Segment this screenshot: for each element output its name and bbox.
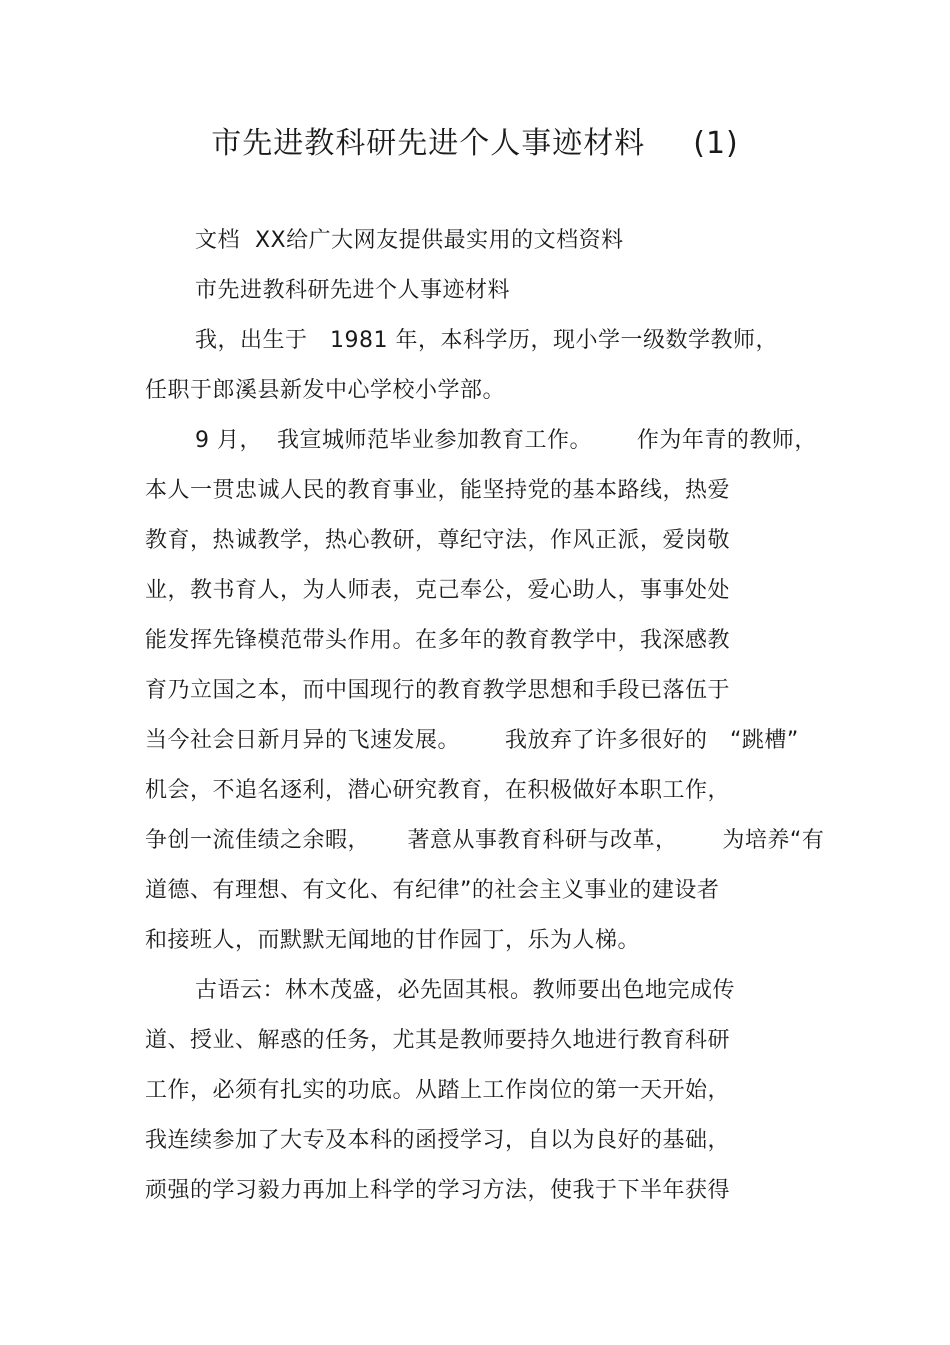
document-title (0, 122, 950, 166)
title-suffix: (1) (693, 126, 739, 161)
paragraph-line: 道德、有理想、有文化、有纪律”的社会主义事业的建设者 (145, 878, 720, 903)
paragraph-line: 当今社会日新月异的飞速发展。 我放弃了许多很好的 “跳槽” (145, 728, 799, 753)
intro-line: 文档 XX给广大网友提供最实用的文档资料 (195, 228, 624, 253)
paragraph-line: 我连续参加了大专及本科的函授学习，自以为良好的基础， (145, 1128, 731, 1153)
paragraph-line: 工作，必须有扎实的功底。从踏上工作岗位的第一天开始， (145, 1078, 731, 1103)
paragraph-line: 机会，不追名逐利，潜心研究教育，在积极做好本职工作， (145, 778, 731, 803)
paragraph-line: 9 月， 我宣城师范毕业参加教育工作。 作为年青的教师， (195, 428, 817, 453)
paragraph-line: 业，教书育人，为人师表，克己奉公，爱心助人，事事处处 (145, 578, 731, 603)
paragraph-line: 我，出生于 1981 年，本科学历，现小学一级数学教师， (195, 328, 778, 353)
paragraph-line: 古语云：林木茂盛，必先固其根。教师要出色地完成传 (195, 978, 736, 1003)
paragraph-line: 争创一流佳绩之余暇， 著意从事教育科研与改革， 为培养“有 (145, 828, 825, 853)
paragraph-line: 任职于郎溪县新发中心学校小学部。 (145, 378, 506, 403)
paragraph-line: 能发挥先锋模范带头作用。在多年的教育教学中，我深感教 (145, 628, 731, 653)
paragraph-line: 和接班人，而默默无闻地的甘作园丁，乐为人梯。 (145, 928, 641, 953)
paragraph-line: 教育，热诚教学，热心教研，尊纪守法，作风正派，爱岗敬 (145, 528, 731, 553)
title-text: 市先进教科研先进个人事迹材料 (211, 126, 646, 161)
subtitle-line: 市先进教科研先进个人事迹材料 (195, 278, 511, 303)
paragraph-line: 顽强的学习毅力再加上科学的学习方法，使我于下半年获得 (145, 1178, 731, 1203)
paragraph-line: 育乃立国之本，而中国现行的教育教学思想和手段已落伍于 (145, 678, 731, 703)
paragraph-line: 道、授业、解惑的任务，尤其是教师要持久地进行教育科研 (145, 1028, 731, 1053)
paragraph-line: 本人一贯忠诚人民的教育事业，能坚持党的基本路线，热爱 (145, 478, 731, 503)
